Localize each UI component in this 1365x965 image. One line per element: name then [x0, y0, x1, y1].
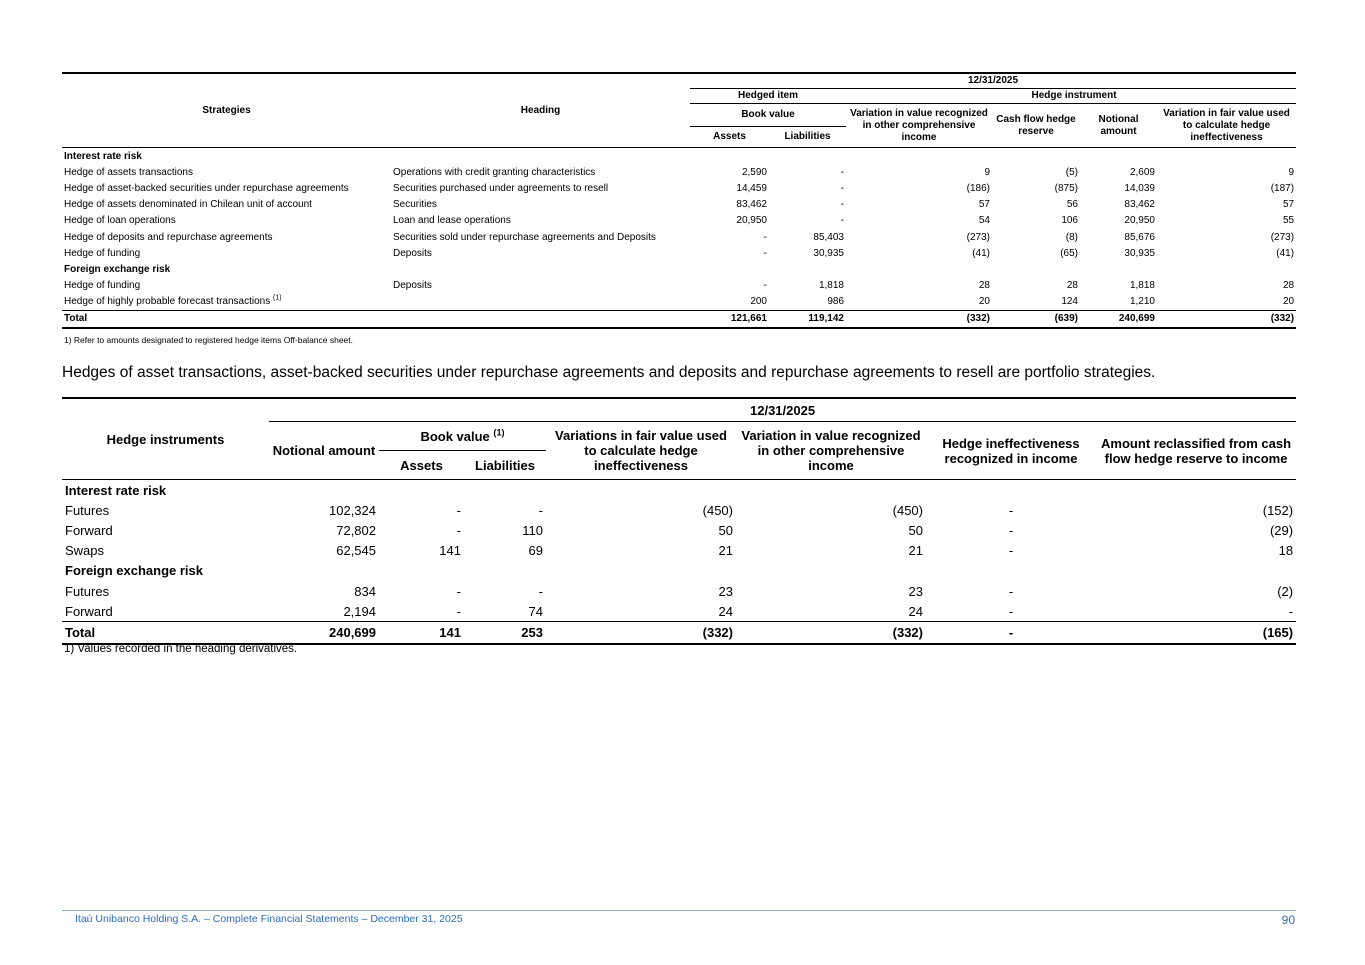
table-row	[62, 278, 1296, 294]
reserve-cell: (875)	[1054, 182, 1078, 194]
liabilities-header: Liabilities	[769, 127, 846, 148]
col-heading: Heading	[391, 73, 690, 148]
variation-oci-header-2: Variation in value recognized in other comprehensive income	[736, 422, 926, 480]
section-label: Foreign exchange risk	[64, 263, 171, 275]
total-fv-cell: (332)	[1157, 310, 1296, 328]
total-oci-cell: (332)	[846, 310, 992, 328]
assets-cell: -	[763, 231, 767, 243]
assets-cell: 20,950	[736, 215, 767, 227]
hedge-instrument-header: Hedge instrument	[846, 89, 1296, 104]
strategy-label: Hedge of asset-backed securities under repurchase agreements	[64, 182, 349, 194]
total-reclass-cell: (165)	[1096, 622, 1296, 644]
instrument-label: Futures	[65, 583, 110, 599]
assets-cell: 83,462	[736, 199, 767, 211]
reserve-cell: 28	[1066, 280, 1078, 292]
instrument-label: Swaps	[65, 543, 105, 559]
notional-cell: 102,324	[329, 502, 376, 518]
liabilities-cell: 69	[528, 543, 543, 559]
cash-flow-reserve-header: Cash flow hedge reserve	[992, 104, 1080, 148]
heading-cell: Securities	[393, 199, 437, 211]
heading-cell: Operations with credit granting characteristics	[393, 166, 596, 178]
book-value-footnote-ref: (1)	[493, 427, 505, 438]
assets-cell: -	[763, 247, 767, 259]
heading-cell: Loan and lease operations	[393, 215, 511, 227]
ineff-cell: -	[1008, 543, 1014, 559]
table-row	[62, 180, 1296, 196]
oci-cell: 9	[984, 166, 990, 178]
notional-cell: 62,545	[336, 543, 376, 559]
liabilities-cell: -	[840, 199, 844, 211]
oci-cell: 21	[908, 543, 923, 559]
liabilities-cell: -	[840, 166, 844, 178]
reclass-cell: 18	[1278, 543, 1294, 559]
liabilities-cell: -	[538, 583, 543, 599]
section-row	[62, 148, 1296, 165]
strategy-cell	[62, 180, 391, 196]
oci-cell: 24	[908, 603, 923, 619]
liabilities-cell: 74	[528, 603, 543, 619]
oci-cell: 50	[908, 522, 923, 538]
notional-cell: 1,818	[1129, 280, 1155, 292]
total-assets-cell: 121,661	[690, 310, 769, 328]
reserve-cell: 106	[1061, 215, 1078, 227]
instrument-label: Forward	[65, 603, 113, 619]
notional-header-2: Notional amount	[269, 422, 379, 480]
reclass-cell: (2)	[1277, 583, 1294, 599]
ineffectiveness-header: Hedge ineffectiveness recognized in income	[926, 422, 1096, 480]
notional-cell: 20,950	[1124, 215, 1155, 227]
total-notional-cell: 240,699	[1080, 310, 1157, 328]
table-row	[62, 581, 1296, 601]
col-strategies: Strategies	[62, 73, 391, 148]
assets-cell: 141	[439, 543, 461, 559]
oci-cell: 54	[978, 215, 990, 227]
oci-cell: (450)	[892, 502, 923, 518]
notional-cell: 1,210	[1129, 296, 1155, 308]
instrument-label: Futures	[65, 502, 110, 518]
reserve-cell: (8)	[1065, 231, 1078, 243]
hedged-item-header: Hedged item	[690, 89, 846, 104]
strategy-cell	[62, 213, 391, 229]
section-label: Foreign exchange risk	[65, 563, 203, 579]
liabilities-cell: 1,818	[818, 280, 844, 292]
strategy-cell	[62, 229, 391, 245]
liabilities-cell: 85,403	[813, 231, 844, 243]
total-row	[62, 310, 1296, 328]
date-header: 12/31/2025	[690, 73, 1296, 89]
oci-cell: 20	[978, 296, 990, 308]
total-oci-cell: (332)	[736, 622, 926, 644]
fv-cell: 9	[1288, 166, 1295, 178]
variation-oci-header: Variation in value recognized in other comprehensive income	[846, 104, 992, 148]
table-row	[62, 500, 1296, 520]
book-value-label: Book value	[420, 428, 490, 444]
assets-header-2: Assets	[379, 451, 464, 480]
liabilities-cell: -	[538, 502, 543, 518]
oci-cell: (273)	[966, 231, 990, 243]
table-row	[62, 197, 1296, 213]
footnote-ref: (1)	[273, 294, 282, 302]
variation-fv-header-2: Variations in fair value used to calculate hedge ineffectiveness	[546, 422, 736, 480]
assets-header: Assets	[690, 127, 769, 148]
section-row	[62, 480, 1296, 501]
strategy-cell	[62, 278, 391, 294]
col-hedge-instruments: Hedge instruments	[62, 398, 269, 480]
notional-cell: 2,609	[1129, 166, 1155, 178]
fv-cell: (450)	[702, 502, 733, 518]
footer-text: Itaú Unibanco Holding S.A. – Complete Financial Statements – December 31, 2025	[75, 913, 463, 925]
strategy-label: Hedge of funding	[64, 280, 141, 292]
strategy-cell	[62, 294, 391, 311]
total-assets-cell: 141	[379, 622, 464, 644]
book-value-header-2	[379, 422, 546, 451]
assets-cell: -	[763, 280, 767, 292]
strategy-label: Hedge of assets denominated in Chilean unit of account	[64, 199, 312, 211]
fv-cell: 55	[1282, 215, 1295, 227]
assets-cell: -	[456, 502, 461, 518]
assets-cell: -	[456, 522, 461, 538]
notional-cell: 83,462	[1124, 199, 1155, 211]
oci-cell: 57	[978, 199, 990, 211]
reclass-cell: -	[1288, 603, 1294, 619]
fv-cell: (273)	[1270, 231, 1295, 243]
strategy-cell	[62, 245, 391, 261]
table-row	[62, 294, 1296, 311]
strategy-label: Hedge of highly probable forecast transactions	[64, 296, 271, 308]
hedge-instruments-table	[62, 397, 1296, 645]
assets-cell: 14,459	[736, 182, 767, 194]
liabilities-cell: 30,935	[813, 247, 844, 259]
reserve-cell: 124	[1061, 296, 1078, 308]
liabilities-cell: -	[840, 215, 844, 227]
heading-cell: Securities purchased under agreements to resell	[393, 182, 609, 194]
table-row	[62, 520, 1296, 540]
strategies-table-body	[62, 148, 1296, 329]
table-row	[62, 245, 1296, 261]
strategies-table	[62, 72, 1296, 329]
total-label: Total	[62, 310, 690, 328]
fv-cell: 21	[718, 543, 733, 559]
strategy-label: Hedge of deposits and repurchase agreements	[64, 231, 273, 243]
notional-header: Notional amount	[1080, 104, 1157, 148]
footer-divider	[62, 910, 1296, 911]
fv-cell: (41)	[1276, 247, 1295, 259]
instrument-label: Forward	[65, 522, 113, 538]
assets-cell: -	[456, 583, 461, 599]
table2-footnote: 1) Values recorded in the heading derivatives.	[64, 643, 298, 655]
section-row	[62, 261, 1296, 277]
assets-cell: -	[456, 603, 461, 619]
fv-cell: 24	[718, 603, 733, 619]
table1-footnote: 1) Refer to amounts designated to registered hedge items Off-balance sheet.	[64, 335, 354, 345]
heading-cell	[391, 294, 690, 311]
reclassified-header: Amount reclassified from cash flow hedge reserve to income	[1096, 422, 1296, 480]
book-value-header: Book value	[690, 104, 846, 127]
total-fv-cell: (332)	[546, 622, 736, 644]
fv-cell: 28	[1282, 280, 1295, 292]
heading-cell: Securities sold under repurchase agreements and Deposits	[393, 231, 656, 243]
table-row	[62, 541, 1296, 561]
notional-cell: 85,676	[1124, 231, 1155, 243]
liabilities-cell: 986	[827, 296, 844, 308]
heading-cell: Deposits	[393, 247, 432, 259]
reclass-cell: (152)	[1262, 502, 1294, 518]
section-label: Interest rate risk	[64, 150, 142, 162]
liabilities-cell: -	[840, 182, 844, 194]
variation-fv-header: Variation in fair value used to calculate hedge ineffectiveness	[1157, 104, 1296, 148]
notional-cell: 14,039	[1124, 182, 1155, 194]
liabilities-header-2: Liabilities	[464, 451, 546, 480]
notional-cell: 2,194	[343, 603, 376, 619]
portfolio-strategies-paragraph: Hedges of asset transactions, asset-backed securities under repurchase agreements and deposits and repurchase agreements to resell are portfolio strategies.	[62, 364, 1156, 381]
reclass-cell: (29)	[1269, 522, 1294, 538]
reserve-cell: 56	[1066, 199, 1078, 211]
strategy-cell	[62, 164, 391, 180]
liabilities-cell: 110	[522, 522, 543, 538]
oci-cell: 23	[908, 583, 923, 599]
page-number: 90	[1281, 913, 1295, 927]
assets-cell: 2,590	[741, 166, 767, 178]
table-row	[62, 213, 1296, 229]
heading-cell: Deposits	[393, 280, 432, 292]
total-ineff-cell: -	[926, 622, 1096, 644]
ineff-cell: -	[1008, 502, 1014, 518]
oci-cell: (41)	[972, 247, 990, 259]
fv-cell: 50	[718, 522, 733, 538]
total-label: Total	[62, 622, 269, 644]
fv-cell: (187)	[1270, 182, 1295, 194]
total-liabilities-cell: 119,142	[769, 310, 846, 328]
fv-cell: 20	[1282, 296, 1295, 308]
total-liabilities-cell: 253	[464, 622, 546, 644]
notional-cell: 30,935	[1124, 247, 1155, 259]
table-row	[62, 601, 1296, 622]
section-label: Interest rate risk	[65, 482, 167, 498]
notional-cell: 834	[354, 583, 376, 599]
table-row	[62, 164, 1296, 180]
strategy-label: Hedge of loan operations	[64, 215, 176, 227]
notional-cell: 72,802	[336, 522, 376, 538]
reserve-cell: (65)	[1060, 247, 1078, 259]
total-reserve-cell: (639)	[992, 310, 1080, 328]
reserve-cell: (5)	[1065, 166, 1078, 178]
ineff-cell: -	[1008, 522, 1014, 538]
table-row	[62, 229, 1296, 245]
fv-cell: 57	[1282, 199, 1295, 211]
strategy-label: Hedge of funding	[64, 247, 141, 259]
strategy-label: Hedge of assets transactions	[64, 166, 193, 178]
ineff-cell: -	[1008, 583, 1014, 599]
hedge-instruments-table-body	[62, 480, 1296, 644]
oci-cell: (186)	[966, 182, 990, 194]
ineff-cell: -	[1008, 603, 1014, 619]
strategy-cell	[62, 197, 391, 213]
total-notional-cell: 240,699	[269, 622, 379, 644]
oci-cell: 28	[978, 280, 990, 292]
fv-cell: 23	[718, 583, 733, 599]
section-row	[62, 561, 1296, 581]
assets-cell: 200	[750, 296, 767, 308]
total-row	[62, 622, 1296, 644]
date-header-2: 12/31/2025	[269, 398, 1296, 422]
